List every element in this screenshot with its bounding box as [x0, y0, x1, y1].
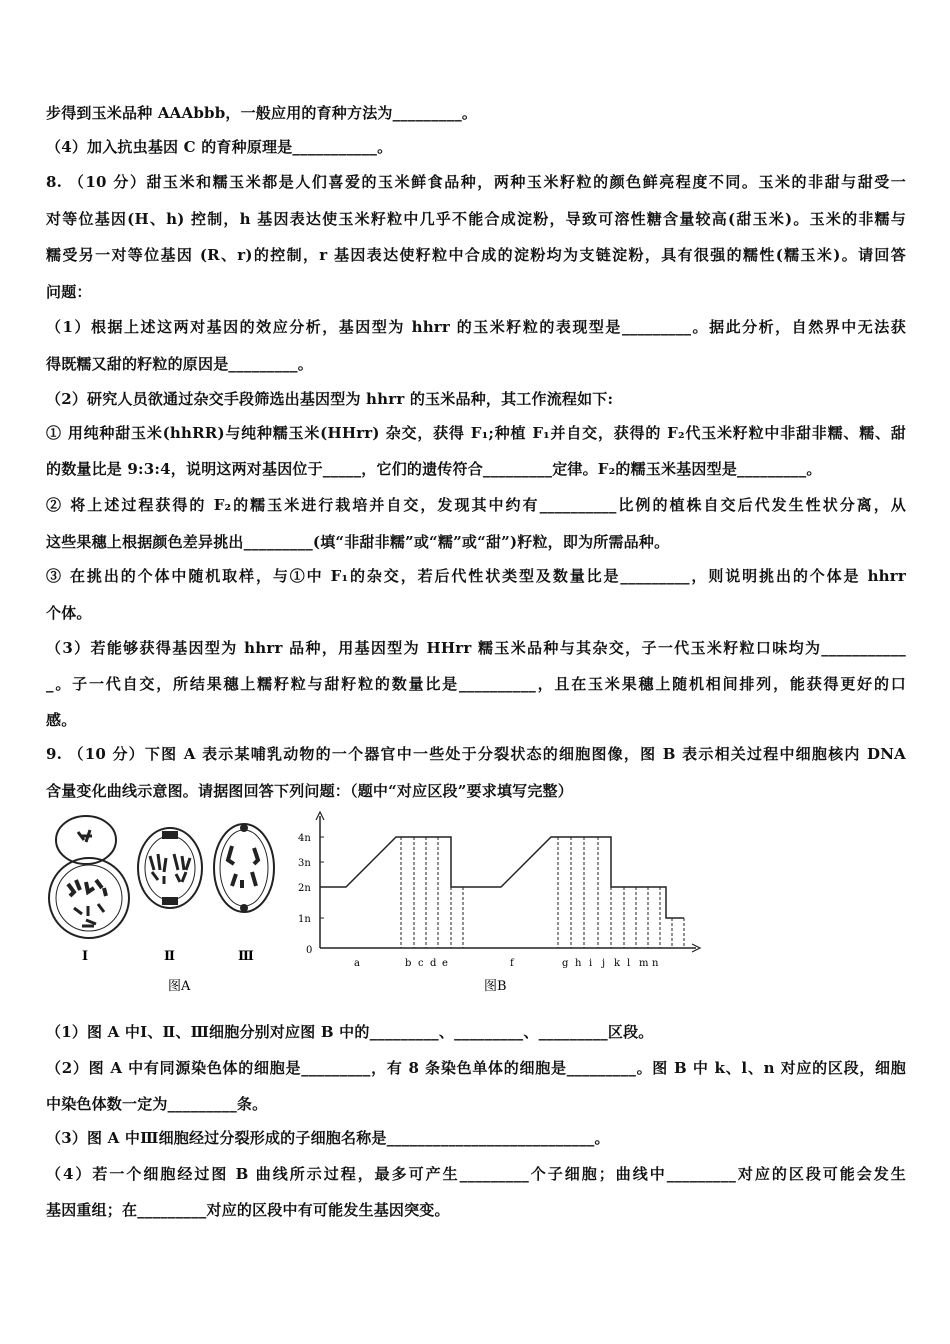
dna-curve: [320, 837, 684, 918]
x-label-a: a: [354, 958, 360, 969]
text-line: 问题：: [46, 283, 92, 301]
text-line: 基因重组；在_________对应的区段中有可能发生基因突变。: [46, 1201, 450, 1219]
text-line: （2）研究人员欲通过杂交手段筛选出基因型为 hhrr 的玉米品种，其工作流程如下:: [46, 390, 614, 408]
figure: [46, 810, 706, 1010]
x-label-m: m: [639, 958, 649, 969]
text-line: 的数量比是 9:3:4，说明这两对基因位于_____，它们的遗传符合_________定律。F₂的糯玉米基因型是_________。: [46, 460, 822, 478]
text-line: （3）图 A 中Ⅲ细胞经过分裂形成的子细胞名称是___________________________。: [46, 1129, 610, 1147]
text-line: ② 将上述过程获得的 F₂的糯玉米进行栽培并自交，发现其中约有__________比例的植株自交后代发生性状分离，从: [46, 496, 906, 514]
text-line: 个体。: [46, 604, 92, 622]
x-label-n: n: [652, 958, 659, 969]
x-label-j: j: [602, 958, 606, 969]
figure-b: [296, 810, 706, 1010]
text-line: ③ 在挑出的个体中随机取样，与①中 F₁的杂交，若后代性状类型及数量比是_________，则说明挑出的个体是 hhrr: [46, 567, 906, 585]
y-tick-label: 3n: [298, 858, 311, 869]
cell-2-image: [138, 828, 202, 908]
question-9-header: 9. （10 分）下图 A 表示某哺乳动物的一个器官中一些处于分裂状态的细胞图像，图 B 表示相关过程中细胞核内 DNA: [46, 745, 906, 763]
x-label-k: k: [614, 958, 621, 969]
x-labels: [354, 958, 659, 969]
cell-3-image: [214, 824, 274, 912]
text-line: （4）若一个细胞经过图 B 曲线所示过程，最多可产生_________个子细胞；曲线中_________对应的区段可能会发生: [46, 1165, 906, 1183]
x-label-d: d: [430, 958, 437, 969]
text-line: 步得到玉米品种 AAAbbb，一般应用的育种方法为_________。: [46, 104, 478, 122]
text-line: （2）图 A 中有同源染色体的细胞是_________，有 8 条染色单体的细胞是_________。图 B 中 k、l、n 对应的区段，细胞: [46, 1059, 906, 1077]
text-line: 对等位基因(H、h) 控制，h 基因表达使玉米籽粒中几乎不能合成淀粉，导致可溶性糖含量较高(甜玉米)。玉米的非糯与: [46, 210, 906, 228]
text-line: 这些果穗上根据颜色差异挑出_________(填“非甜非糯”或“糯”或“甜”)籽粒，即为所需品种。: [46, 533, 670, 551]
text-line: （4）加入抗虫基因 C 的育种原理是___________。: [46, 138, 393, 156]
x-label-e: e: [442, 958, 448, 969]
question-8-header: 8. （10 分）甜玉米和糯玉米都是人们喜爱的玉米鲜食品种，两种玉米籽粒的颜色鲜亮程度不同。玉米的非甜与甜受一: [46, 173, 906, 191]
cell-2-label: Ⅱ: [164, 949, 175, 964]
text-line: 感。: [46, 711, 77, 729]
text-line: 糯受另一对等位基因 (R、r)的控制，r 基因表达使籽粒中合成的淀粉均为支链淀粉，具有很强的糯性(糯玉米)。请回答: [46, 246, 906, 264]
text-line: （1）根据上述这两对基因的效应分析，基因型为 hhrr 的玉米籽粒的表现型是_________。据此分析，自然界中无法获: [46, 318, 906, 336]
x-label-b: b: [405, 958, 412, 969]
text-line: ① 用纯种甜玉米(hhRR)与纯种糯玉米(HHrr) 杂交，获得 F₁;种植 F₁并自交，获得的 F₂代玉米籽粒中非甜非糯、糯、甜: [46, 424, 906, 442]
text-line: _。子一代自交，所结果穗上糯籽粒与甜籽粒的数量比是__________，且在玉米果穗上随机相间排列，能获得更好的口: [46, 675, 906, 693]
x-label-g: g: [562, 958, 569, 969]
y-tick-label: 0: [306, 945, 313, 956]
y-tick-label: 1n: [298, 914, 311, 925]
y-tick-label: 2n: [298, 883, 311, 894]
x-label-i: i: [589, 958, 593, 969]
y-tick-label: 4n: [298, 833, 311, 844]
figure-a: [46, 810, 296, 1010]
text-line: 中染色体数一定为_________条。: [46, 1095, 268, 1113]
x-label-f: f: [510, 958, 514, 969]
text-line: 含量变化曲线示意图。请据图回答下列问题：（题中“对应区段”要求填写完整）: [46, 782, 573, 800]
cell-3-label: Ⅲ: [238, 949, 254, 964]
figure-a-caption: 图A: [168, 979, 191, 994]
x-label-h: h: [575, 958, 582, 969]
x-label-l: l: [627, 958, 631, 969]
cell-1-image: [49, 816, 129, 938]
segment-dividers: [401, 837, 684, 948]
text-line: （3）若能够获得基因型为 hhrr 品种，用基因型为 HHrr 糯玉米品种与其杂交，子一代玉米籽粒口味均为___________: [46, 639, 906, 657]
text-line: 得既糯又甜的籽粒的原因是_________。: [46, 355, 313, 373]
figure-b-caption: 图B: [484, 979, 507, 994]
text-line: （1）图 A 中Ⅰ、Ⅱ、Ⅲ细胞分别对应图 B 中的_________、_________、_________区段。: [46, 1023, 654, 1041]
cell-1-label: Ⅰ: [82, 949, 89, 964]
x-label-c: c: [418, 958, 424, 969]
